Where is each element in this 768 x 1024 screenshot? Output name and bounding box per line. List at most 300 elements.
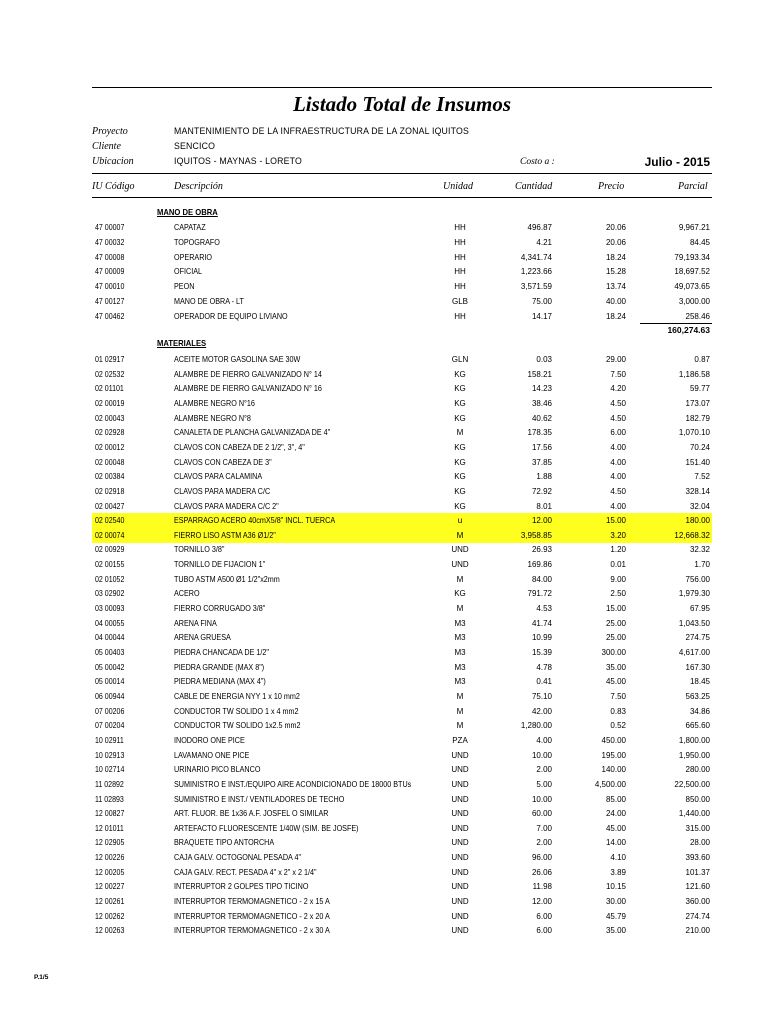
cell-code: 03 02902 <box>95 589 125 599</box>
table-row <box>0 748 768 763</box>
cell-unit: KG <box>454 442 466 452</box>
table-row <box>0 381 768 396</box>
cell-price: 18.24 <box>605 311 626 321</box>
table-row <box>0 718 768 733</box>
cell-price: 30.00 <box>605 897 626 907</box>
cell-code: 02 00074 <box>95 530 125 540</box>
cell-code: 10 02913 <box>95 750 125 760</box>
table-row <box>0 660 768 675</box>
cell-qty: 41.74 <box>531 618 552 628</box>
cell-code: 02 02918 <box>95 486 125 496</box>
table-row <box>0 425 768 440</box>
cell-unit: UND <box>451 911 469 921</box>
cell-unit: PZA <box>452 735 468 745</box>
cell-code: 02 00929 <box>95 545 125 555</box>
cell-desc: ALAMBRE DE FIERRO GALVANIZADO N° 14 <box>174 369 322 379</box>
cell-partial: 360.00 <box>685 897 710 907</box>
cell-qty: 14.17 <box>531 311 552 321</box>
cell-partial: 258.46 <box>685 311 710 321</box>
cell-partial: 393.60 <box>685 853 710 863</box>
cell-desc: ALAMBRE NEGRO N°16 <box>174 398 255 408</box>
cell-desc: TORNILLO DE FIJACION 1" <box>174 560 266 570</box>
cell-unit: M <box>456 721 464 731</box>
table-row <box>0 499 768 514</box>
cell-unit: HH <box>454 237 466 247</box>
cell-price: 195.00 <box>601 750 626 760</box>
cell-partial: 167.30 <box>685 662 710 672</box>
cell-qty: 1,223.66 <box>520 267 552 277</box>
cell-unit: UND <box>451 750 469 760</box>
cell-code: 12 01011 <box>95 823 124 833</box>
cell-code: 02 02928 <box>95 428 125 438</box>
section-mano-de-obra: MANO DE OBRA <box>157 207 218 217</box>
cell-unit: UND <box>451 926 469 936</box>
section-materiales: MATERIALES <box>157 338 207 348</box>
ubicacion-value: IQUITOS - MAYNAS - LORETO <box>174 156 302 167</box>
cell-desc: INTERRUPTOR 2 GOLPES TIPO TICINO <box>174 882 309 892</box>
cell-desc: CABLE DE ENERGIA NYY 1 x 10 mm2 <box>174 691 300 701</box>
header-bottom-rule <box>92 197 712 198</box>
cell-qty: 3,571.59 <box>520 282 552 291</box>
cell-desc: CAPATAZ <box>174 223 206 232</box>
cell-price: 0.52 <box>610 721 626 731</box>
col-header-qty: Cantidad <box>515 181 553 192</box>
cell-price: 15.00 <box>605 604 626 614</box>
cell-price: 45.00 <box>605 677 626 687</box>
cell-code: 02 00019 <box>95 398 125 408</box>
cell-qty: 12.00 <box>531 897 552 907</box>
cell-partial: 18.45 <box>689 677 710 687</box>
cell-desc: INTERRUPTOR TERMOMAGNETICO - 2 x 30 A <box>174 926 330 936</box>
cell-price: 20.06 <box>605 223 626 232</box>
cell-qty: 8.01 <box>536 501 552 511</box>
cell-price: 4.50 <box>610 398 626 408</box>
cell-qty: 37.85 <box>531 457 552 467</box>
cell-unit: M3 <box>454 618 466 628</box>
cell-unit: M <box>456 604 464 614</box>
cell-unit: GLB <box>451 296 468 306</box>
cell-desc: BRAQUETE TIPO ANTORCHA <box>174 838 275 848</box>
cell-price: 14.00 <box>605 838 626 848</box>
table-row-highlighted <box>92 513 712 528</box>
col-header-desc: Descripción <box>174 181 223 192</box>
cell-code: 05 00403 <box>95 648 125 657</box>
cell-price: 450.00 <box>601 735 626 745</box>
cell-desc: INTERRUPTOR TERMOMAGNETICO - 2 x 20 A <box>174 911 330 921</box>
cell-partial: 315.00 <box>685 823 710 833</box>
cell-code: 02 02540 <box>95 516 125 526</box>
cell-desc: CLAVOS PARA MADERA C/C <box>174 486 271 496</box>
cell-qty: 791.72 <box>527 589 552 599</box>
cell-code: 03 00093 <box>95 604 125 614</box>
cell-partial: 274.74 <box>685 911 710 921</box>
cell-desc: ALAMBRE NEGRO N°8 <box>174 413 251 423</box>
cell-code: 47 00009 <box>95 267 125 277</box>
cell-partial: 59.77 <box>689 384 710 394</box>
cell-unit: KG <box>454 369 466 379</box>
cell-qty: 4,341.74 <box>520 252 552 262</box>
cliente-label: Cliente <box>92 141 121 152</box>
cell-unit: M <box>456 706 464 716</box>
cell-qty: 6.00 <box>536 911 552 921</box>
cell-desc: ARENA FINA <box>174 618 217 628</box>
cell-desc: PIEDRA MEDIANA (MAX 4") <box>174 677 266 687</box>
page-number: P.1/5 <box>34 974 49 981</box>
cell-code: 02 01101 <box>95 384 124 394</box>
col-header-code: IU Código <box>92 181 135 192</box>
cell-partial: 1,440.00 <box>678 809 710 819</box>
cell-code: 01 02917 <box>95 355 125 364</box>
cell-unit: KG <box>454 486 466 496</box>
cell-price: 18.24 <box>605 252 626 262</box>
cell-qty: 4.78 <box>536 662 552 672</box>
table-row <box>0 894 768 909</box>
cell-partial: 32.04 <box>689 501 710 511</box>
cell-qty: 169.86 <box>527 560 552 570</box>
cell-partial: 1.70 <box>694 560 710 570</box>
cell-partial: 1,070.10 <box>678 428 710 438</box>
cell-partial: 151.40 <box>685 457 710 467</box>
cell-desc: ACEITE MOTOR GASOLINA SAE 30W <box>174 355 301 364</box>
cell-desc: ESPARRAGO ACERO 40cmX5/8" INCL. TUERCA <box>174 516 336 526</box>
cell-desc: CAJA GALV. RECT. PESADA 4" x 2" x 2 1/4" <box>174 867 317 877</box>
cell-code: 47 00462 <box>95 311 125 321</box>
table-row <box>0 865 768 880</box>
cell-partial: 1,800.00 <box>678 735 710 745</box>
cell-price: 15.00 <box>605 516 626 526</box>
cell-unit: KG <box>454 457 466 467</box>
cell-partial: 756.00 <box>685 574 710 584</box>
cell-desc: ALAMBRE DE FIERRO GALVANIZADO N° 16 <box>174 384 322 394</box>
cell-price: 35.00 <box>605 926 626 936</box>
cell-qty: 178.35 <box>527 428 552 438</box>
cell-price: 4.00 <box>610 472 626 482</box>
cell-price: 1.20 <box>610 545 626 555</box>
cell-qty: 42.00 <box>531 706 552 716</box>
cell-qty: 10.99 <box>531 633 552 643</box>
cell-desc: CLAVOS CON CABEZA DE 2 1/2", 3", 4" <box>174 442 305 452</box>
cell-desc: INTERRUPTOR TERMOMAGNETICO - 2 x 15 A <box>174 897 330 907</box>
cell-code: 02 00427 <box>95 501 125 511</box>
cell-price: 13.74 <box>605 282 626 291</box>
cell-unit: KG <box>454 384 466 394</box>
cell-partial: 12,668.32 <box>674 530 710 540</box>
table-row <box>0 235 768 250</box>
table-row <box>0 806 768 821</box>
cell-partial: 850.00 <box>685 794 710 804</box>
cell-price: 4.50 <box>610 486 626 496</box>
cell-qty: 4.21 <box>536 237 552 247</box>
table-row <box>0 455 768 470</box>
cell-code: 47 00008 <box>95 252 125 262</box>
cell-desc: CANALETA DE PLANCHA GALVANIZADA DE 4" <box>174 428 331 438</box>
cell-code: 12 00827 <box>95 809 125 819</box>
cell-price: 4.20 <box>610 384 626 394</box>
cell-desc: ACERO <box>174 589 200 599</box>
cell-price: 3.20 <box>610 530 626 540</box>
cell-desc: CAJA GALV. OCTOGONAL PESADA 4" <box>174 853 302 863</box>
table-row <box>0 557 768 572</box>
proyecto-label: Proyecto <box>92 126 128 137</box>
cell-qty: 4.00 <box>536 735 552 745</box>
cell-qty: 496.87 <box>527 223 552 232</box>
cell-qty: 7.00 <box>536 823 552 833</box>
cell-price: 10.15 <box>605 882 626 892</box>
table-row <box>0 909 768 924</box>
table-row <box>0 411 768 426</box>
proyecto-value: MANTENIMIENTO DE LA INFRAESTRUCTURA DE LA ZONAL IQUITOS <box>174 126 470 137</box>
cell-partial: 28.00 <box>689 838 710 848</box>
table-row-highlighted <box>92 528 712 543</box>
cell-unit: u <box>457 516 463 526</box>
cell-price: 0.01 <box>610 560 626 570</box>
cell-partial: 1,950.00 <box>678 750 710 760</box>
col-header-price: Precio <box>598 181 625 192</box>
cell-unit: UND <box>451 779 469 789</box>
cell-desc: SUMINISTRO E INST./ VENTILADORES DE TECHO <box>174 794 345 804</box>
table-row <box>0 689 768 704</box>
cell-desc: OPERARIO <box>174 252 213 262</box>
ubicacion-label: Ubicacion <box>92 156 134 167</box>
cell-desc: OFICIAL <box>174 267 203 277</box>
cell-code: 06 00944 <box>95 691 125 701</box>
cell-desc: ARTEFACTO FLUORESCENTE 1/40W (SIM. BE JOSFE) <box>174 823 359 833</box>
cell-qty: 75.00 <box>531 296 552 306</box>
cell-qty: 1.88 <box>536 472 552 482</box>
cell-qty: 158.21 <box>527 369 552 379</box>
page-title: Listado Total de Insumos <box>292 92 512 116</box>
cell-partial: 665.60 <box>685 721 710 731</box>
cell-qty: 75.10 <box>531 691 552 701</box>
cell-code: 47 00032 <box>95 237 125 247</box>
cell-unit: M3 <box>454 648 466 657</box>
cell-qty: 26.93 <box>531 545 552 555</box>
table-row <box>0 821 768 836</box>
cell-code: 10 02714 <box>95 765 125 775</box>
cell-unit: UND <box>451 545 469 555</box>
cell-unit: UND <box>451 838 469 848</box>
cell-price: 45.79 <box>605 911 626 921</box>
cell-code: 05 00014 <box>95 677 125 687</box>
cell-unit: UND <box>451 867 469 877</box>
table-row <box>0 572 768 587</box>
cell-desc: TOPOGRAFO <box>174 237 220 247</box>
cell-qty: 15.39 <box>531 648 552 657</box>
cell-qty: 38.46 <box>531 398 552 408</box>
col-header-unit: Unidad <box>443 181 473 192</box>
table-row <box>0 264 768 279</box>
table-row <box>0 484 768 499</box>
top-rule <box>92 87 712 88</box>
cell-code: 07 00204 <box>95 721 125 731</box>
table-row <box>0 396 768 411</box>
table-row <box>0 250 768 265</box>
cell-code: 12 00261 <box>95 897 125 907</box>
cell-unit: M3 <box>454 662 466 672</box>
cell-qty: 17.56 <box>531 442 552 452</box>
cell-code: 47 00010 <box>95 282 125 291</box>
cell-partial: 49,073.65 <box>674 282 710 291</box>
cliente-value: SENCICO <box>174 141 216 152</box>
costo-label: Costo a : <box>520 157 555 167</box>
cell-code: 10 02911 <box>95 735 124 745</box>
cell-code: 12 00227 <box>95 882 125 892</box>
cell-partial: 121.60 <box>685 882 710 892</box>
table-row <box>0 469 768 484</box>
cell-desc: TUBO ASTM A500 Ø1 1/2"x2mm <box>174 574 280 584</box>
cell-price: 9.00 <box>610 574 626 584</box>
table-row <box>0 440 768 455</box>
cell-code: 11 02893 <box>95 794 124 804</box>
cell-partial: 70.24 <box>689 442 710 452</box>
cell-price: 15.28 <box>605 267 626 277</box>
subtotal-rule <box>640 323 712 324</box>
report-date: Julio - 2015 <box>644 155 710 169</box>
cell-unit: GLN <box>451 355 469 364</box>
cell-qty: 14.23 <box>531 384 552 394</box>
cell-unit: KG <box>454 589 466 599</box>
cell-unit: HH <box>454 267 466 277</box>
cell-partial: 3,000.00 <box>678 296 710 306</box>
cell-partial: 563.25 <box>685 691 710 701</box>
cell-qty: 10.00 <box>531 794 552 804</box>
table-row <box>0 762 768 777</box>
cell-qty: 40.62 <box>531 413 552 423</box>
cell-unit: M <box>456 530 464 540</box>
cell-price: 4.10 <box>610 853 626 863</box>
table-row <box>0 616 768 631</box>
table-row <box>0 777 768 792</box>
table-row <box>0 220 768 235</box>
cell-partial: 4,617.00 <box>678 648 710 657</box>
table-row <box>0 733 768 748</box>
cell-price: 45.00 <box>605 823 626 833</box>
cell-code: 12 00205 <box>95 867 125 877</box>
cell-desc: CONDUCTOR TW SOLIDO 1 x 4 mm2 <box>174 706 299 716</box>
cell-code: 04 00044 <box>95 633 125 643</box>
cell-price: 35.00 <box>605 662 626 672</box>
cell-unit: M <box>456 428 464 438</box>
col-header-partial: Parcial <box>678 181 708 192</box>
table-row <box>0 704 768 719</box>
cell-unit: KG <box>454 398 466 408</box>
table-row <box>0 674 768 689</box>
cell-qty: 12.00 <box>531 516 552 526</box>
cell-unit: M3 <box>454 633 466 643</box>
cell-code: 47 00127 <box>95 296 125 306</box>
cell-price: 4.50 <box>610 413 626 423</box>
cell-desc: MANO DE OBRA - LT <box>174 296 244 306</box>
cell-qty: 2.00 <box>536 765 552 775</box>
cell-qty: 1,280.00 <box>520 721 552 731</box>
cell-unit: UND <box>451 794 469 804</box>
cell-partial: 210.00 <box>685 926 710 936</box>
cell-price: 7.50 <box>610 369 626 379</box>
table-row <box>0 294 768 309</box>
cell-unit: UND <box>451 765 469 775</box>
cell-partial: 9,967.21 <box>678 223 710 232</box>
cell-code: 12 00263 <box>95 926 125 936</box>
cell-unit: UND <box>451 809 469 819</box>
cell-partial: 34.86 <box>689 706 710 716</box>
cell-price: 4.00 <box>610 501 626 511</box>
cell-partial: 101.37 <box>685 867 710 877</box>
cell-price: 7.50 <box>610 691 626 701</box>
cell-qty: 60.00 <box>531 809 552 819</box>
table-row <box>0 923 768 938</box>
table-row <box>0 352 768 367</box>
cell-code: 02 02532 <box>95 369 125 379</box>
cell-unit: HH <box>454 252 466 262</box>
table-row <box>0 879 768 894</box>
cell-price: 3.89 <box>610 867 626 877</box>
cell-desc: CLAVOS CON CABEZA DE 3" <box>174 457 272 467</box>
cell-code: 12 00262 <box>95 911 125 921</box>
cell-price: 24.00 <box>605 809 626 819</box>
cell-code: 05 00042 <box>95 662 125 672</box>
table-row <box>0 367 768 382</box>
header-top-rule <box>92 173 712 174</box>
cell-code: 12 00226 <box>95 853 125 863</box>
cell-qty: 6.00 <box>536 926 552 936</box>
table-row <box>0 542 768 557</box>
cell-partial: 0.87 <box>694 355 710 364</box>
cell-partial: 274.75 <box>685 633 710 643</box>
table-row <box>0 645 768 660</box>
cell-qty: 0.41 <box>536 677 552 687</box>
table-row <box>0 279 768 294</box>
table-row <box>0 586 768 601</box>
cell-unit: UND <box>451 823 469 833</box>
cell-unit: UND <box>451 560 469 570</box>
cell-unit: UND <box>451 853 469 863</box>
cell-price: 40.00 <box>605 296 626 306</box>
cell-code: 11 02892 <box>95 779 124 789</box>
cell-desc: CONDUCTOR TW SOLIDO 1x2.5 mm2 <box>174 721 301 731</box>
cell-partial: 7.52 <box>694 472 710 482</box>
cell-desc: CLAVOS PARA CALAMINA <box>174 472 263 482</box>
cell-desc: PIEDRA GRANDE (MAX 8") <box>174 662 265 672</box>
cell-qty: 84.00 <box>531 574 552 584</box>
cell-price: 0.83 <box>610 706 626 716</box>
cell-code: 02 00012 <box>95 442 125 452</box>
cell-price: 29.00 <box>605 355 626 364</box>
cell-qty: 0.03 <box>536 355 552 364</box>
cell-price: 4.00 <box>610 457 626 467</box>
cell-unit: KG <box>454 472 466 482</box>
cell-price: 300.00 <box>601 648 626 657</box>
table-row <box>0 630 768 645</box>
cell-desc: SUMINISTRO E INST./EQUIPO AIRE ACONDICIONADO DE 18000 BTUs <box>174 779 412 789</box>
cell-partial: 1,979.30 <box>678 589 710 599</box>
table-row <box>0 601 768 616</box>
cell-price: 25.00 <box>605 618 626 628</box>
cell-partial: 1,186.58 <box>678 369 710 379</box>
cell-price: 140.00 <box>601 765 626 775</box>
table-row <box>0 792 768 807</box>
cell-desc: CLAVOS PARA MADERA C/C 2" <box>174 501 279 511</box>
cell-code: 47 00007 <box>95 223 125 232</box>
cell-code: 02 00155 <box>95 560 125 570</box>
table-row <box>0 309 768 324</box>
cell-qty: 5.00 <box>536 779 552 789</box>
cell-partial: 182.79 <box>685 413 710 423</box>
cell-qty: 3,958.85 <box>520 530 552 540</box>
cell-price: 4,500.00 <box>594 779 626 789</box>
cell-partial: 79,193.34 <box>674 252 710 262</box>
cell-partial: 67.95 <box>689 604 710 614</box>
cell-desc: ARENA GRUESA <box>174 633 231 643</box>
